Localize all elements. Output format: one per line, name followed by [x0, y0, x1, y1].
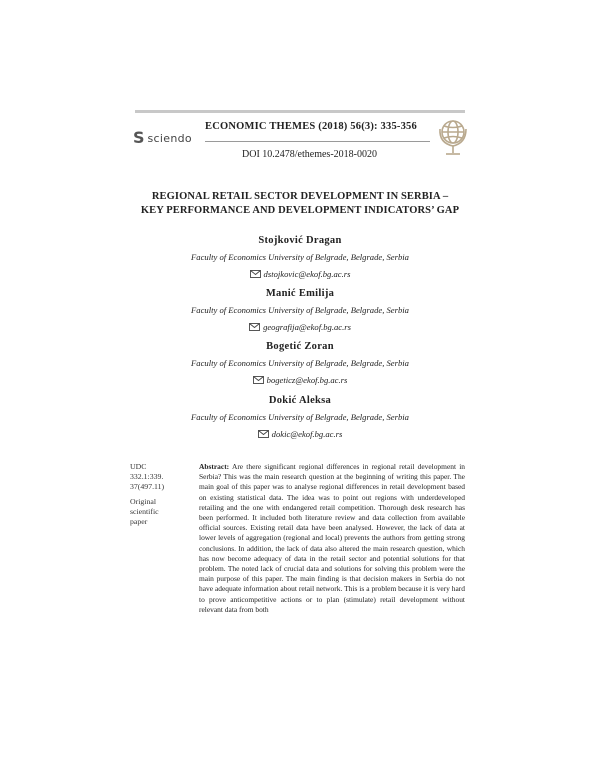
author-affiliation: Faculty of Economics University of Belgrade, Belgrade, Serbia: [191, 358, 409, 368]
author-email-text[interactable]: geografija@ekof.bg.ac.rs: [263, 321, 351, 332]
author-email: [258, 428, 343, 441]
author-email-text[interactable]: bogeticz@ekof.bg.ac.rs: [266, 374, 348, 385]
envelope-icon: [253, 376, 264, 384]
paper-title-line-1: REGIONAL RETAIL SECTOR DEVELOPMENT IN SERBIA –: [151, 191, 449, 202]
paper-title-line-2: KEY PERFORMANCE AND DEVELOPMENT INDICATORS’ GAP: [140, 205, 460, 216]
classification-sidebar: [130, 462, 185, 527]
paper-type-line-1: Original: [130, 497, 156, 506]
udc-value-line-2: 37(497.11): [130, 482, 165, 491]
author-affiliation: Faculty of Economics University of Belgrade, Belgrade, Serbia: [191, 252, 409, 262]
envelope-icon: [250, 270, 261, 278]
author-block: [0, 287, 600, 336]
udc-label: UDC: [130, 462, 147, 471]
author-email: [250, 268, 351, 281]
publisher-logo-mark: S: [133, 128, 145, 147]
paper-type-line-2: scientific: [130, 507, 159, 516]
paper-type-line-3: paper: [130, 517, 148, 526]
author-block: [0, 234, 600, 283]
author-affiliation: Faculty of Economics University of Belgrade, Belgrade, Serbia: [191, 412, 409, 422]
author-affiliation: Faculty of Economics University of Belgrade, Belgrade, Serbia: [191, 305, 409, 315]
author-name: Dokić Aleksa: [268, 395, 332, 406]
publisher-logo: [133, 130, 192, 146]
publisher-name: sciendo: [147, 131, 192, 145]
header-divider: [205, 141, 430, 142]
author-email: [249, 321, 351, 334]
abstract: [199, 462, 465, 615]
author-block: [0, 394, 600, 443]
doi: DOI 10.2478/ethemes-2018-0020: [242, 149, 377, 160]
udc-value-line-1: 332.1:339.: [130, 472, 164, 481]
author-email: [253, 374, 348, 387]
author-name: Stojković Dragan: [258, 235, 342, 246]
globe-icon: [436, 117, 470, 157]
author-email-text[interactable]: dstojkovic@ekof.bg.ac.rs: [263, 268, 351, 279]
author-name: Bogetić Zoran: [266, 341, 334, 352]
header-top-rule: [135, 110, 465, 113]
abstract-text: Are there significant regional differences in regional retail development in Serbia? This was the main research question at the beginning of writing this paper. The main goal of this paper was to analyse regional differences in retail development based on existing statistical data. The idea was to point out regions with underdeveloped retailing and the one with endangered retail competition. Thorough desk research has been performed. It included both literature review and data collection from available official sources. Existing retail data have been analysed. However, the lack of data at lower levels of aggregation (regional and local) prevents the authors from getting strong conclusions. In addition, the lack of data also altered the main research question, which has now become adequacy of data in the retail sector and potential solutions for that problem. The noted lack of crucial data and solutions for solving this problem were the main purpose of this paper. The main finding is that decision makers in Serbia do not have adequate information about retail network. This is a problem because it is very hard to prove anticompetitive actions or to plan (stimulate) retail development without relevant data from both: [199, 462, 466, 614]
author-block: [0, 340, 600, 389]
journal-citation: ECONOMIC THEMES (2018) 56(3): 335-356: [205, 121, 417, 132]
author-email-text[interactable]: dokic@ekof.bg.ac.rs: [271, 428, 343, 439]
author-name: Manić Emilija: [265, 288, 335, 299]
abstract-label: Abstract:: [199, 462, 230, 471]
envelope-icon: [258, 430, 269, 438]
envelope-icon: [249, 323, 260, 331]
paper-title: [100, 190, 500, 218]
